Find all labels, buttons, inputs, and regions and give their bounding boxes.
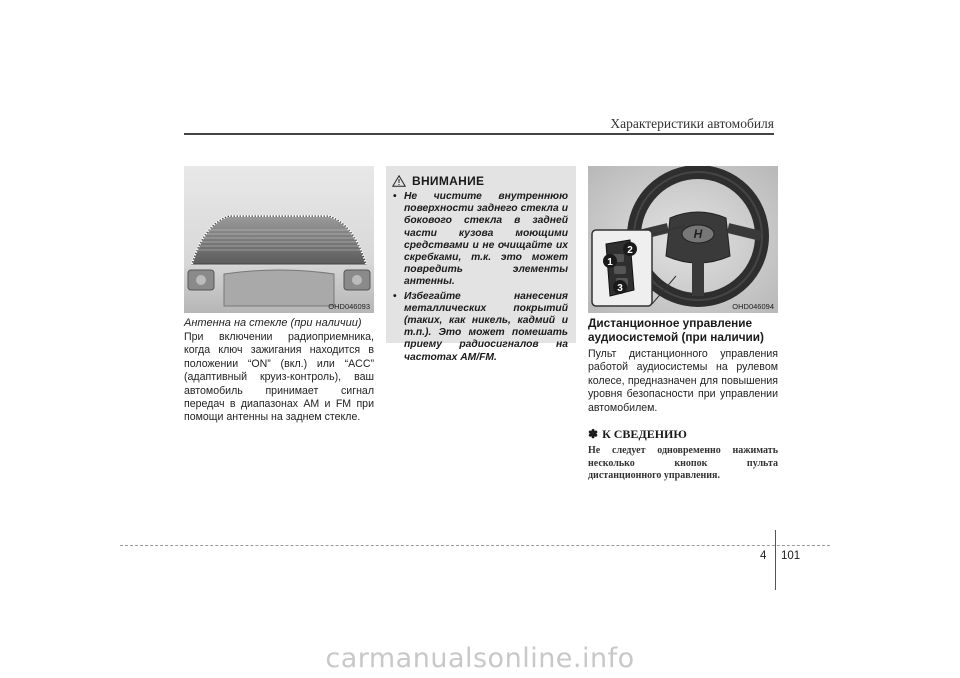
section-title: Дистанционное управление аудиосистемой (при наличии) bbox=[588, 316, 764, 344]
svg-text:H: H bbox=[693, 227, 703, 241]
rear-window-illustration bbox=[184, 166, 374, 313]
column-warning bbox=[386, 166, 576, 363]
steering-wheel-photo bbox=[588, 166, 778, 313]
callout-number: 3 bbox=[617, 283, 623, 294]
note-body: Не следует одновременно нажимать несколько кнопок пульта дистанционного управления. bbox=[588, 445, 778, 482]
warning-box bbox=[386, 166, 576, 363]
warning-title: ВНИМАНИЕ bbox=[412, 174, 485, 188]
callout-number: 2 bbox=[627, 245, 633, 256]
footer-divider bbox=[775, 530, 776, 590]
callout-number: 1 bbox=[607, 257, 613, 268]
antenna-body-text: При включении радиоприемника, когда ключ зажигания находится в положении “ON” (вкл.) или “ACC” (адаптивный круиз-контроль), ваш автомобиль принимает сигнал передач в диапазонах AM и FM при помощи антенны на заднем стекле. bbox=[184, 331, 374, 424]
bullet-icon: • bbox=[393, 290, 397, 302]
chapter-number: 4 bbox=[760, 550, 767, 562]
asterisk-icon: ✽ bbox=[588, 427, 599, 442]
column-antenna bbox=[184, 166, 374, 425]
antenna-caption: Антенна на стекле (при наличии) bbox=[184, 317, 362, 329]
warning-item-text: Избегайте нанесения металлических покрытий (таких, как никель, кадмий и т.п.). Это может помешать приему радиосигналов на частотах AM/FM. bbox=[404, 290, 568, 363]
warning-header bbox=[392, 174, 568, 188]
footer-dashed-rule bbox=[120, 545, 830, 546]
header-rule bbox=[184, 133, 774, 135]
remote-body-text: Пульт дистанционного управления работой аудиосистемы на рулевом колесе, предназначен для повышения уровня безопасности при управлении автомобилем. bbox=[588, 348, 778, 414]
column-remote-control bbox=[588, 166, 778, 483]
page-header-title: Характеристики автомобиля bbox=[610, 116, 774, 131]
warning-item-text: Не чистите внутреннюю поверхности заднего стекла и бокового стекла в задней части кузова моющими средствами и не очищайте их скребками, т.к. это может повредить элементы антенны. bbox=[404, 191, 568, 288]
note-title: К СВЕДЕНИЮ bbox=[602, 427, 687, 442]
warning-item bbox=[392, 191, 568, 289]
warning-triangle-icon bbox=[392, 175, 406, 187]
photo-id-label: OHD046093 bbox=[328, 302, 370, 311]
steering-wheel-illustration bbox=[588, 166, 778, 313]
page-number: 101 bbox=[781, 550, 801, 562]
bullet-icon: • bbox=[393, 191, 397, 202]
note-title-row bbox=[588, 427, 778, 442]
photo-id-label: OHD046094 bbox=[732, 302, 774, 311]
rear-window-photo bbox=[184, 166, 374, 313]
warning-item bbox=[392, 291, 568, 364]
watermark-text: carmanualsonline.info bbox=[325, 643, 635, 674]
